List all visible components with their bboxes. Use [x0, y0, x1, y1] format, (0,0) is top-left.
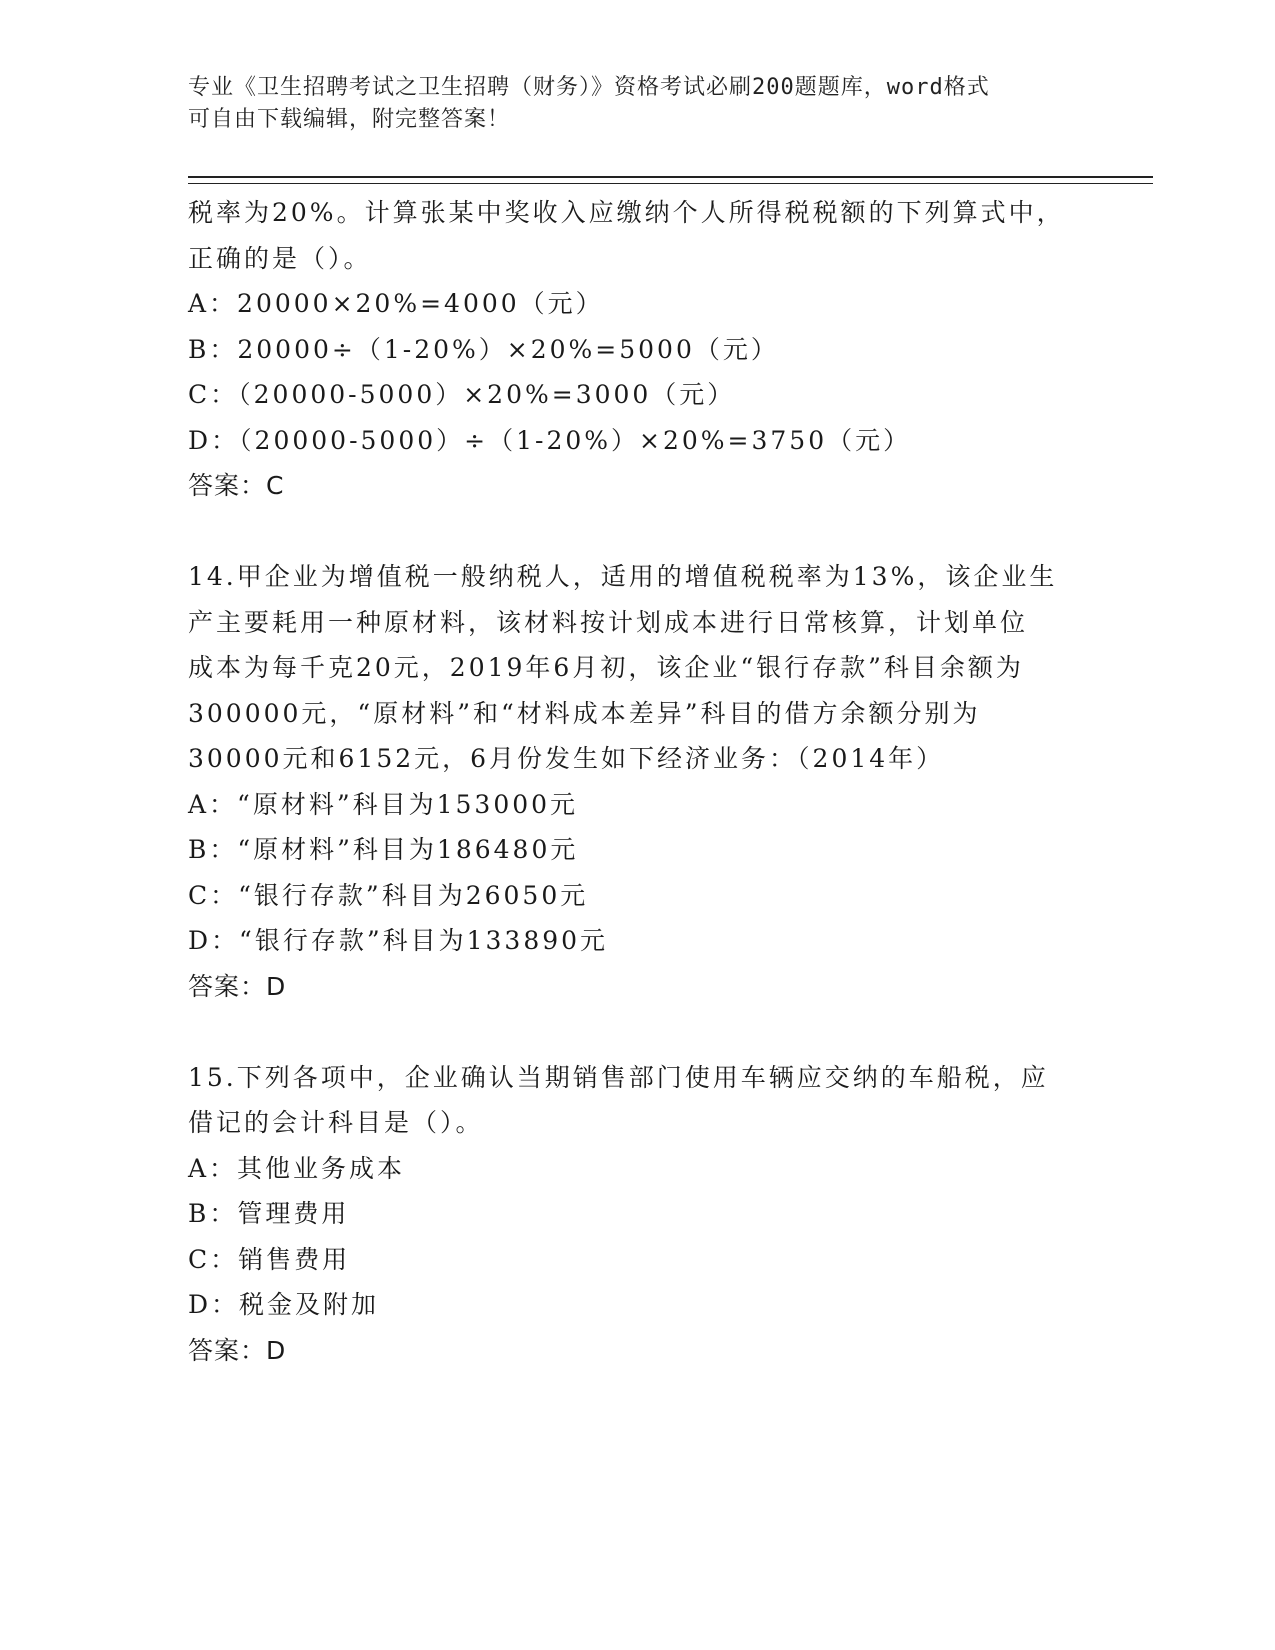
option-c: C：（20000-5000）×20%=3000（元） — [188, 380, 736, 409]
option-b: B：管理费用 — [188, 1199, 350, 1228]
question-14 — [188, 554, 1088, 1009]
answer-line: 答案：D — [188, 971, 287, 1001]
option-d: D：（20000-5000）÷（1-20%）×20%=3750（元） — [188, 425, 912, 455]
question-stem-line: 15.下列各项中，企业确认当期销售部门使用车辆应交纳的车船税，应 — [188, 1062, 1049, 1092]
answer-line: 答案：C — [188, 471, 285, 500]
question-stem-line: 成本为每千克20元，2019年6月初，该企业“银行存款”科目余额为 — [188, 653, 1024, 682]
question-stem-line: 产主要耗用一种原材料，该材料按计划成本进行日常核算，计划单位 — [188, 607, 1029, 637]
option-a: A：20000×20%=4000（元） — [188, 289, 604, 318]
question-list — [188, 190, 1088, 1373]
question-stem-line: 税率为20%。计算张某中奖收入应缴纳个人所得税税额的下列算式中， — [188, 198, 1065, 227]
question-spacer — [188, 1009, 1088, 1055]
option-d: D：“银行存款”科目为133890元 — [188, 926, 609, 955]
question-stem-line: 正确的是（）。 — [188, 243, 372, 273]
question-stem-line: 30000元和6152元，6月份发生如下经济业务：（2014年） — [188, 744, 945, 773]
question-stem-line: 借记的会计科目是（）。 — [188, 1108, 484, 1137]
header-divider — [188, 176, 1153, 184]
option-c: C：销售费用 — [188, 1244, 351, 1274]
page-header — [188, 72, 1088, 136]
header-title-line-1: 专业《卫生招聘考试之卫生招聘（财务）》资格考试必刷200题题库，word格式 — [188, 75, 990, 100]
option-c: C：“银行存款”科目为26050元 — [188, 880, 589, 910]
option-a: A：其他业务成本 — [188, 1153, 406, 1183]
header-title-line-2: 可自由下载编辑，附完整答案！ — [188, 107, 511, 132]
option-d: D：税金及附加 — [188, 1290, 380, 1319]
option-b: B：“原材料”科目为186480元 — [188, 835, 579, 864]
option-b: B：20000÷（1-20%）×20%=5000（元） — [188, 334, 779, 364]
question-13 — [188, 190, 1088, 509]
question-stem-line: 300000元，“原材料”和“材料成本差异”科目的借方余额分别为 — [188, 698, 981, 728]
question-15 — [188, 1055, 1088, 1374]
option-a: A：“原材料”科目为153000元 — [188, 789, 579, 819]
answer-line: 答案：D — [188, 1335, 287, 1365]
question-stem-line: 14.甲企业为增值税一般纳税人，适用的增值税税率为13%，该企业生 — [188, 562, 1058, 591]
question-spacer — [188, 509, 1088, 555]
